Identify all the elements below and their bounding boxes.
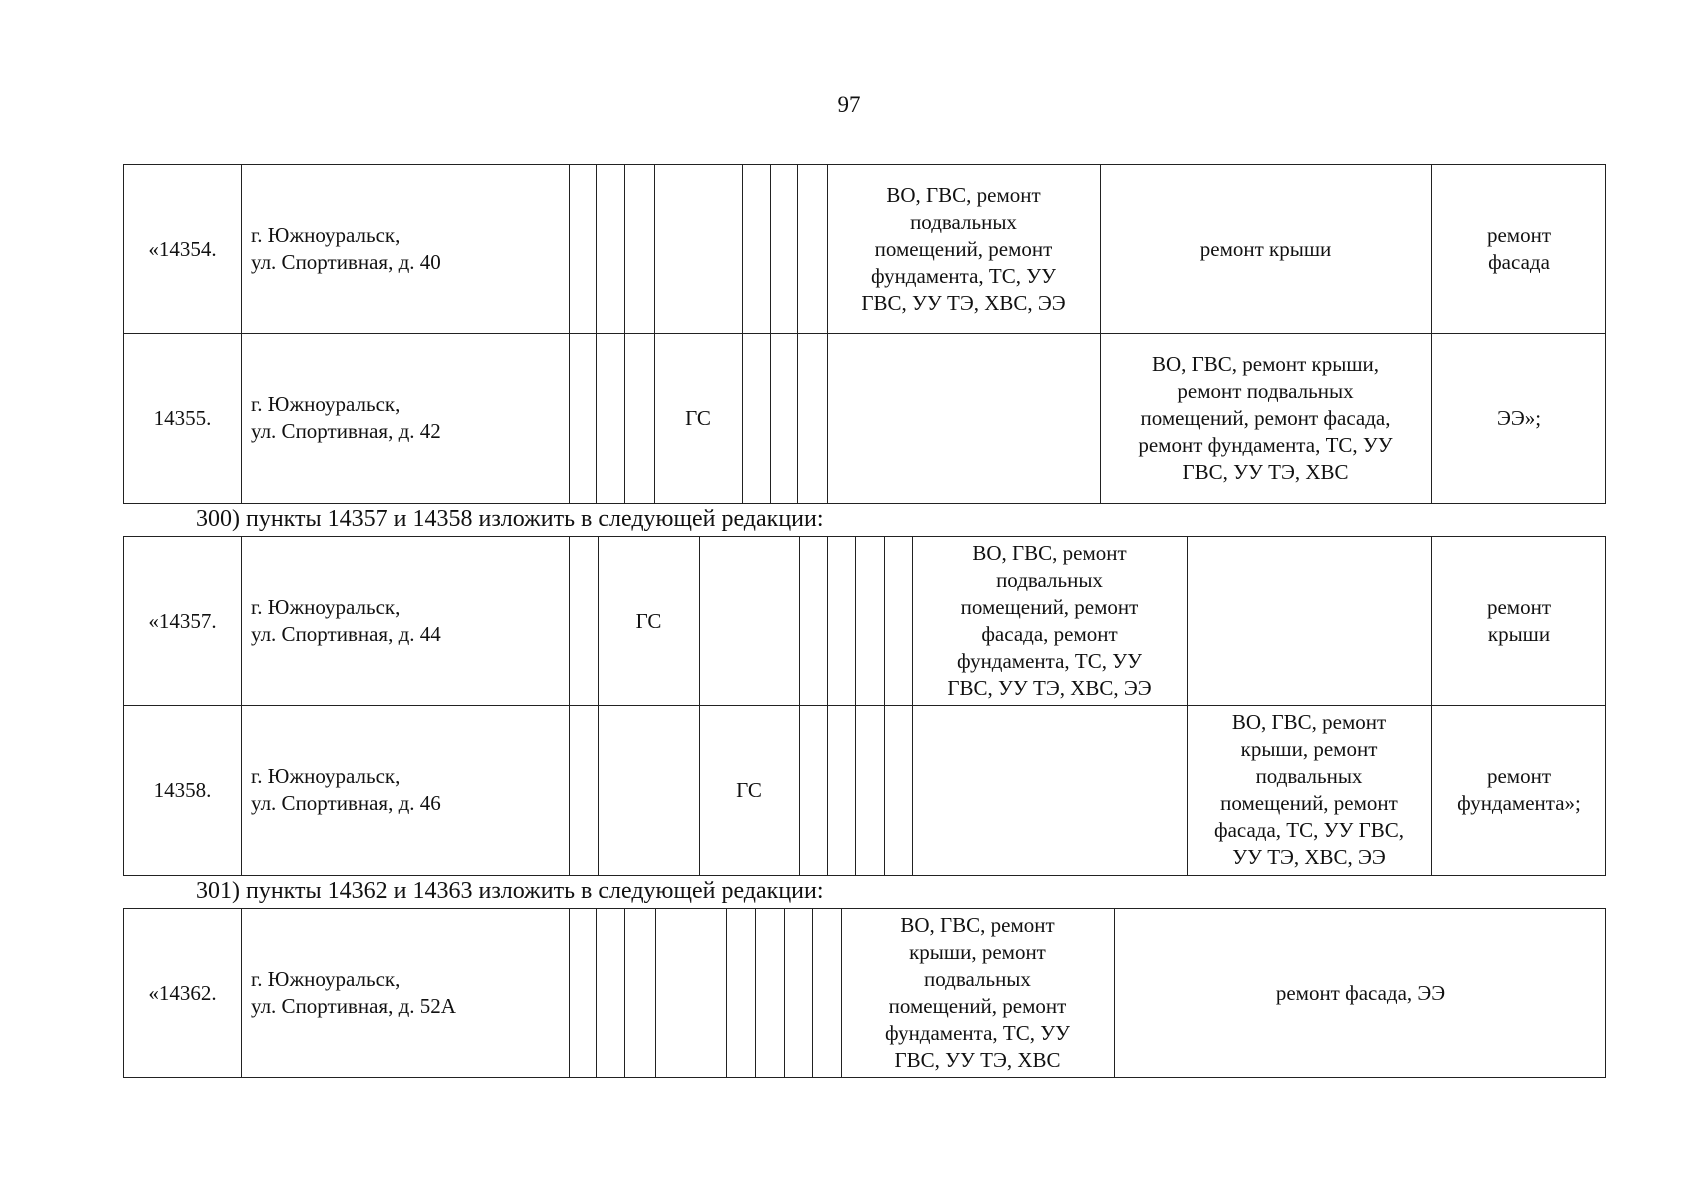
- works-cell: ремонт фасада: [1486, 223, 1552, 274]
- column-divider: [726, 909, 727, 1077]
- column-divider: [797, 165, 798, 503]
- column-divider: [812, 909, 813, 1077]
- table-row-address: г. Южноуральск, ул. Спортивная, д. 52А: [251, 967, 456, 1018]
- works-cell: ВО, ГВС, ремонт крыши, ремонт подвальных помещений, ремонт фундамента, ТС, УУ ГВС, УУ ТЭ, ХВС: [884, 913, 1070, 1072]
- column-divider: [596, 165, 597, 503]
- column-divider: [855, 537, 856, 875]
- column-divider: [624, 909, 625, 1077]
- column-divider: [655, 909, 656, 1077]
- column-divider: [596, 909, 597, 1077]
- table-row-number: 14358.: [153, 777, 212, 802]
- works-cell: ремонт фасада, ЭЭ: [1275, 980, 1446, 1005]
- column-divider: [884, 537, 885, 875]
- works-cell: ВО, ГВС, ремонт подвальных помещений, ремонт фасада, ремонт фундамента, ТС, УУ ГВС, УУ ТЭ, ХВС, ЭЭ: [947, 541, 1152, 700]
- column-divider: [569, 909, 570, 1077]
- table-row-number: «14357.: [148, 608, 217, 633]
- column-divider: [569, 537, 570, 875]
- works-cell: ремонт крыши: [1486, 595, 1552, 646]
- amendment-caption-301: 301) пункты 14362 и 14363 изложить в следующей редакции:: [196, 878, 824, 904]
- works-cell: ВО, ГВС, ремонт крыши, ремонт подвальных помещений, ремонт фасада, ремонт фундамента, ТС, УУ ГВС, УУ ТЭ, ХВС: [1138, 351, 1393, 484]
- table-row-address: г. Южноуральск, ул. Спортивная, д. 44: [251, 595, 441, 646]
- works-cell: ЭЭ»;: [1496, 405, 1542, 430]
- table-row-number: «14362.: [148, 980, 217, 1005]
- works-cell: ремонт фундамента»;: [1457, 764, 1581, 815]
- gs-mark: ГС: [685, 405, 711, 430]
- column-divider: [742, 165, 743, 503]
- gs-mark: ГС: [736, 777, 762, 802]
- amendment-caption-300: 300) пункты 14357 и 14358 изложить в следующей редакции:: [196, 506, 824, 532]
- works-cell: ВО, ГВС, ремонт крыши, ремонт подвальных помещений, ремонт фасада, ТС, УУ ГВС, УУ ТЭ, ХВС, ЭЭ: [1213, 710, 1405, 869]
- table-2: [123, 536, 1606, 876]
- works-cell: ВО, ГВС, ремонт подвальных помещений, ремонт фундамента, ТС, УУ ГВС, УУ ТЭ, ХВС, ЭЭ: [861, 182, 1066, 315]
- table-row-address: г. Южноуральск, ул. Спортивная, д. 42: [251, 392, 441, 443]
- column-divider: [770, 165, 771, 503]
- table-3: [123, 908, 1606, 1078]
- table-row-address: г. Южноуральск, ул. Спортивная, д. 40: [251, 223, 441, 274]
- table-1: [123, 164, 1606, 504]
- table-row-address: г. Южноуральск, ул. Спортивная, д. 46: [251, 764, 441, 815]
- column-divider: [624, 165, 625, 503]
- table-row-number: 14355.: [153, 405, 212, 430]
- table-row-number: «14354.: [148, 236, 217, 261]
- column-divider: [755, 909, 756, 1077]
- works-cell: ремонт крыши: [1199, 236, 1332, 261]
- column-divider: [784, 909, 785, 1077]
- column-divider: [569, 165, 570, 503]
- gs-mark: ГС: [635, 608, 662, 633]
- page-number: 97: [837, 92, 861, 117]
- column-divider: [799, 537, 800, 875]
- column-divider: [827, 537, 828, 875]
